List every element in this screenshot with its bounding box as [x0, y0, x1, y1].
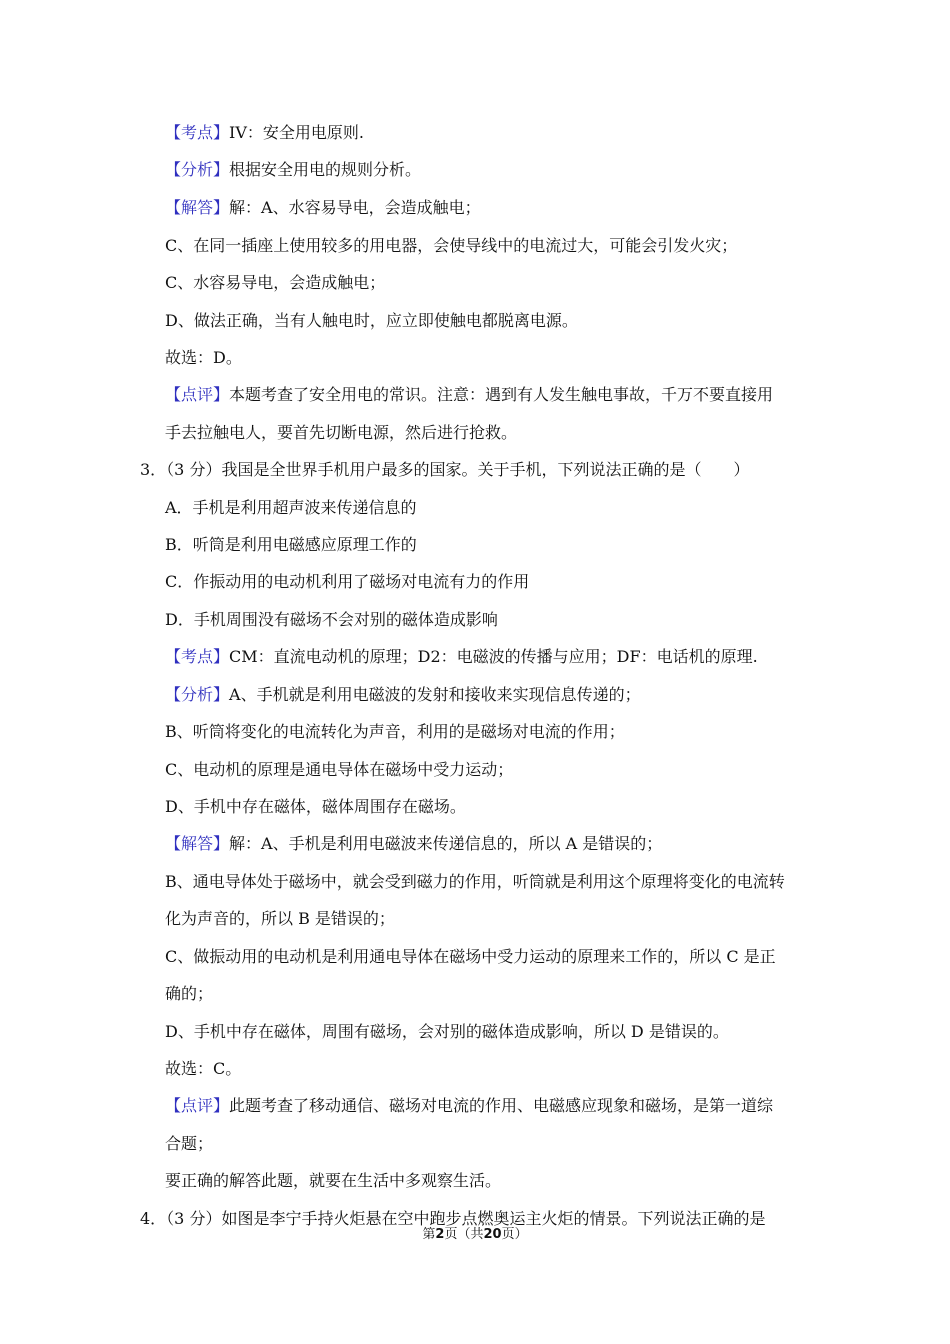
- q3-dianping-line: 合题；: [165, 1134, 214, 1153]
- q3-fenxi-line: B、听筒将变化的电流转化为声音，利用的是磁场对电流的作用；: [165, 722, 625, 741]
- q3-option-a: A．手机是利用超声波来传递信息的: [165, 498, 417, 517]
- tag-kaodian: 【考点】: [165, 123, 230, 142]
- q2-answer: 故选：D。: [165, 348, 242, 367]
- q3-option-c: C．作振动用的电动机利用了磁场对电流有力的作用: [165, 572, 530, 591]
- q3-kaodian: 【考点】CM：直流电动机的原理；D2：电磁波的传播与应用；DF：电话机的原理.: [165, 647, 758, 666]
- q3-fenxi-line: D、手机中存在磁体，磁体周围存在磁场。: [165, 797, 466, 816]
- q2-jieda-line: D、做法正确，当有人触电时，应立即使触电都脱离电源。: [165, 311, 578, 330]
- q3-jieda: 【解答】解：A、手机是利用电磁波来传递信息的，所以 A 是错误的；: [165, 834, 663, 853]
- q3-jieda-line: D、手机中存在磁体，周围有磁场，会对别的磁体造成影响，所以 D 是错误的。: [165, 1022, 729, 1041]
- q2-jieda-line: C、在同一插座上使用较多的用电器，会使导线中的电流过大，可能会引发火灾；: [165, 236, 738, 255]
- tag-dianping: 【点评】: [165, 385, 230, 404]
- q3-jieda-line: 确的；: [165, 984, 214, 1003]
- q3-jieda-line: 化为声音的，所以 B 是错误的；: [165, 909, 395, 928]
- tag-fenxi: 【分析】: [165, 685, 230, 704]
- q3-jieda-line: C、做振动用的电动机是利用通电导体在磁场中受力运动的原理来工作的，所以 C 是正: [165, 947, 776, 966]
- tag-kaodian: 【考点】: [165, 647, 230, 666]
- tag-fenxi: 【分析】: [165, 160, 230, 179]
- tag-jieda: 【解答】: [165, 834, 230, 853]
- q2-kaodian: 【考点】IV：安全用电原则.: [165, 123, 364, 142]
- q3-option-d: D．手机周围没有磁场不会对别的磁体造成影响: [165, 610, 498, 629]
- page-number: 2: [435, 1227, 445, 1242]
- q3-stem: 3．（3 分）我国是全世界手机用户最多的国家。关于手机，下列说法正确的是（ ）: [140, 460, 750, 479]
- q3-option-b: B．听筒是利用电磁感应原理工作的: [165, 535, 417, 554]
- q2-dianping-line: 手去拉触电人，要首先切断电源，然后进行抢救。: [165, 423, 518, 442]
- page-total: 20: [483, 1227, 502, 1242]
- q2-jieda: 【解答】解：A、水容易导电，会造成触电；: [165, 198, 481, 217]
- q3-dianping-line: 要正确的解答此题，就要在生活中多观察生活。: [165, 1171, 502, 1190]
- q3-fenxi-line: C、电动机的原理是通电导体在磁场中受力运动；: [165, 760, 514, 779]
- q2-jieda-line: C、水容易导电，会造成触电；: [165, 273, 386, 292]
- tag-jieda: 【解答】: [165, 198, 230, 217]
- tag-dianping: 【点评】: [165, 1096, 230, 1115]
- q2-dianping: 【点评】本题考查了安全用电的常识。注意：遇到有人发生触电事故，千万不要直接用: [165, 385, 774, 404]
- q2-fenxi: 【分析】根据安全用电的规则分析。: [165, 160, 422, 179]
- q3-jieda-line: B、通电导体处于磁场中，就会受到磁力的作用，听筒就是利用这个原理将变化的电流转: [165, 872, 785, 891]
- q3-fenxi: 【分析】A、手机就是利用电磁波的发射和接收来实现信息传递的；: [165, 685, 641, 704]
- q4-stem: 4．（3 分）如图是李宁手持火炬悬在空中跑步点燃奥运主火炬的情景。下列说法正确的是: [140, 1209, 766, 1228]
- q3-dianping: 【点评】此题考查了移动通信、磁场对电流的作用、电磁感应现象和磁场，是第一道综: [165, 1096, 774, 1115]
- q3-answer: 故选：C。: [165, 1059, 242, 1078]
- page-footer: 第2页（共20页）: [422, 1227, 528, 1242]
